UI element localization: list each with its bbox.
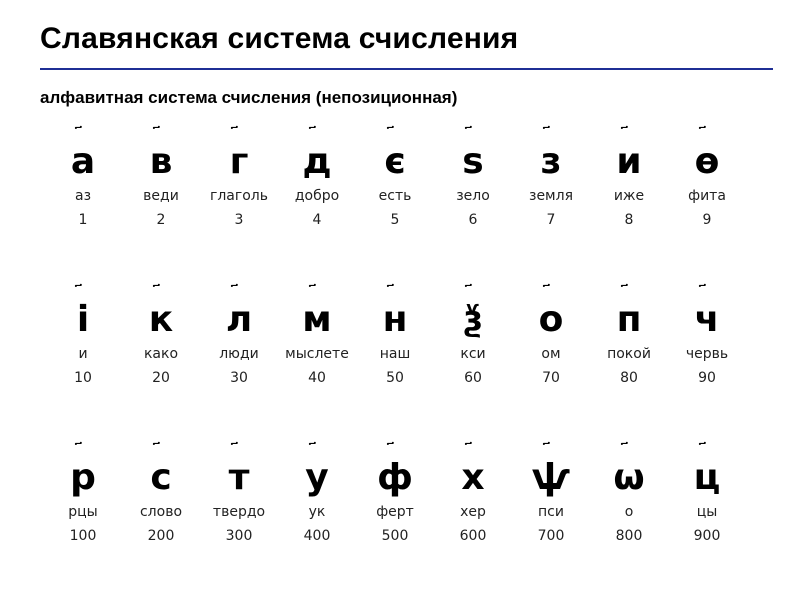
letter-name: есть	[378, 188, 412, 204]
numeral-cell	[278, 126, 356, 284]
numeric-value: 50	[386, 370, 404, 386]
letter-glyph: у	[305, 457, 329, 498]
letter-glyph: ц	[693, 457, 721, 498]
letter-glyph: н	[382, 299, 408, 340]
numeric-value: 800	[615, 528, 643, 544]
numeral-cell	[512, 126, 590, 284]
letter-name: фита	[688, 188, 726, 204]
letter-glyph: ѡ	[613, 457, 645, 498]
numeric-value: 60	[464, 370, 482, 386]
numeral-cell	[590, 284, 668, 442]
letter-name: земля	[529, 188, 573, 204]
numeral-cell	[590, 442, 668, 600]
letter-name: глаголь	[209, 188, 268, 204]
letter-name: твердо	[212, 504, 266, 520]
letter-name: зело	[456, 188, 490, 204]
tens-row	[44, 284, 744, 442]
numeric-value: 6	[468, 212, 478, 228]
numeric-value: 500	[381, 528, 409, 544]
letter-name: веди	[143, 188, 179, 204]
letter-name: рцы	[68, 504, 98, 520]
numeral-cell	[434, 284, 512, 442]
letter-glyph: т	[228, 457, 250, 498]
numeral-cell	[200, 126, 278, 284]
letter-glyph: ѯ	[462, 299, 484, 340]
numeric-value: 900	[693, 528, 721, 544]
numeral-cell	[590, 126, 668, 284]
numeric-value: 600	[459, 528, 487, 544]
numeral-cell	[668, 442, 746, 600]
page-subtitle: алфавитная система счисления (непозиционная)	[40, 88, 458, 107]
letter-name: аз	[74, 188, 92, 204]
letter-glyph: п	[616, 299, 642, 340]
letter-name: и	[78, 346, 88, 362]
numeric-value: 5	[390, 212, 400, 228]
numeric-value: 70	[542, 370, 560, 386]
letter-glyph: и	[616, 141, 642, 182]
letter-glyph: ѕ	[462, 141, 484, 182]
numeral-cell	[44, 442, 122, 600]
letter-name: о	[624, 504, 634, 520]
letter-glyph: л	[225, 299, 253, 340]
numeral-cell	[434, 126, 512, 284]
numeral-cell	[278, 284, 356, 442]
letter-glyph: о	[538, 299, 564, 340]
numeral-cell	[278, 442, 356, 600]
letter-name: ук	[308, 504, 326, 520]
letter-glyph: р	[70, 457, 96, 498]
numeric-value: 3	[234, 212, 244, 228]
numeric-value: 700	[537, 528, 565, 544]
letter-name: кси	[460, 346, 486, 362]
letter-glyph: ч	[694, 299, 720, 340]
numeric-value: 1	[78, 212, 88, 228]
letter-glyph: д	[302, 141, 332, 182]
numeral-cell	[200, 442, 278, 600]
letter-glyph: с	[150, 457, 172, 498]
numeric-value: 4	[312, 212, 322, 228]
numeral-cell	[434, 442, 512, 600]
numeric-value: 7	[546, 212, 556, 228]
letter-glyph: ѱ	[531, 457, 571, 498]
letter-glyph: к	[148, 299, 174, 340]
numeric-value: 30	[230, 370, 248, 386]
numeral-cell	[122, 284, 200, 442]
numeric-value: 8	[624, 212, 634, 228]
numeral-cell	[44, 126, 122, 284]
numeral-cell	[668, 284, 746, 442]
numeral-cell	[122, 126, 200, 284]
letter-glyph: а	[70, 141, 96, 182]
numeric-value: 20	[152, 370, 170, 386]
numeral-cell	[668, 126, 746, 284]
page-title: Славянская система счисления	[40, 22, 519, 55]
numeral-cell	[200, 284, 278, 442]
numeric-value: 200	[147, 528, 175, 544]
letter-glyph: г	[229, 141, 249, 182]
letter-name: ферт	[376, 504, 414, 520]
letter-name: слово	[139, 504, 183, 520]
numeric-value: 40	[308, 370, 326, 386]
letter-name: ом	[541, 346, 561, 362]
letter-name: наш	[379, 346, 411, 362]
letter-glyph: м	[302, 299, 332, 340]
units-row	[44, 126, 744, 284]
numeric-value: 90	[698, 370, 716, 386]
letter-name: хер	[460, 504, 486, 520]
letter-name: пси	[538, 504, 564, 520]
numeral-cell	[44, 284, 122, 442]
letter-name: иже	[613, 188, 645, 204]
letter-glyph: є	[384, 141, 406, 182]
numeral-cell	[512, 442, 590, 600]
numeral-cell	[512, 284, 590, 442]
letter-name: люди	[219, 346, 259, 362]
letter-glyph: в	[149, 141, 173, 182]
numeral-cell	[356, 442, 434, 600]
numeric-value: 100	[69, 528, 97, 544]
letter-glyph: з	[540, 141, 562, 182]
numeric-value: 300	[225, 528, 253, 544]
numeric-value: 400	[303, 528, 331, 544]
letter-name: червь	[685, 346, 729, 362]
numeral-cell	[356, 284, 434, 442]
numeric-value: 2	[156, 212, 166, 228]
letter-name: цы	[696, 504, 718, 520]
numeral-cell	[122, 442, 200, 600]
letter-name: покой	[607, 346, 651, 362]
letter-glyph: ф	[377, 457, 413, 498]
numeral-cell	[356, 126, 434, 284]
numeric-value: 80	[620, 370, 638, 386]
letter-glyph: ѳ	[694, 141, 720, 182]
letter-glyph: і	[76, 299, 90, 340]
title-divider	[40, 68, 773, 70]
numeral-table	[44, 126, 744, 600]
letter-glyph: х	[461, 457, 485, 498]
letter-name: како	[143, 346, 179, 362]
numeric-value: 10	[74, 370, 92, 386]
hundreds-row	[44, 442, 744, 600]
letter-name: мыслете	[285, 346, 349, 362]
letter-name: добро	[294, 188, 340, 204]
numeric-value: 9	[702, 212, 712, 228]
